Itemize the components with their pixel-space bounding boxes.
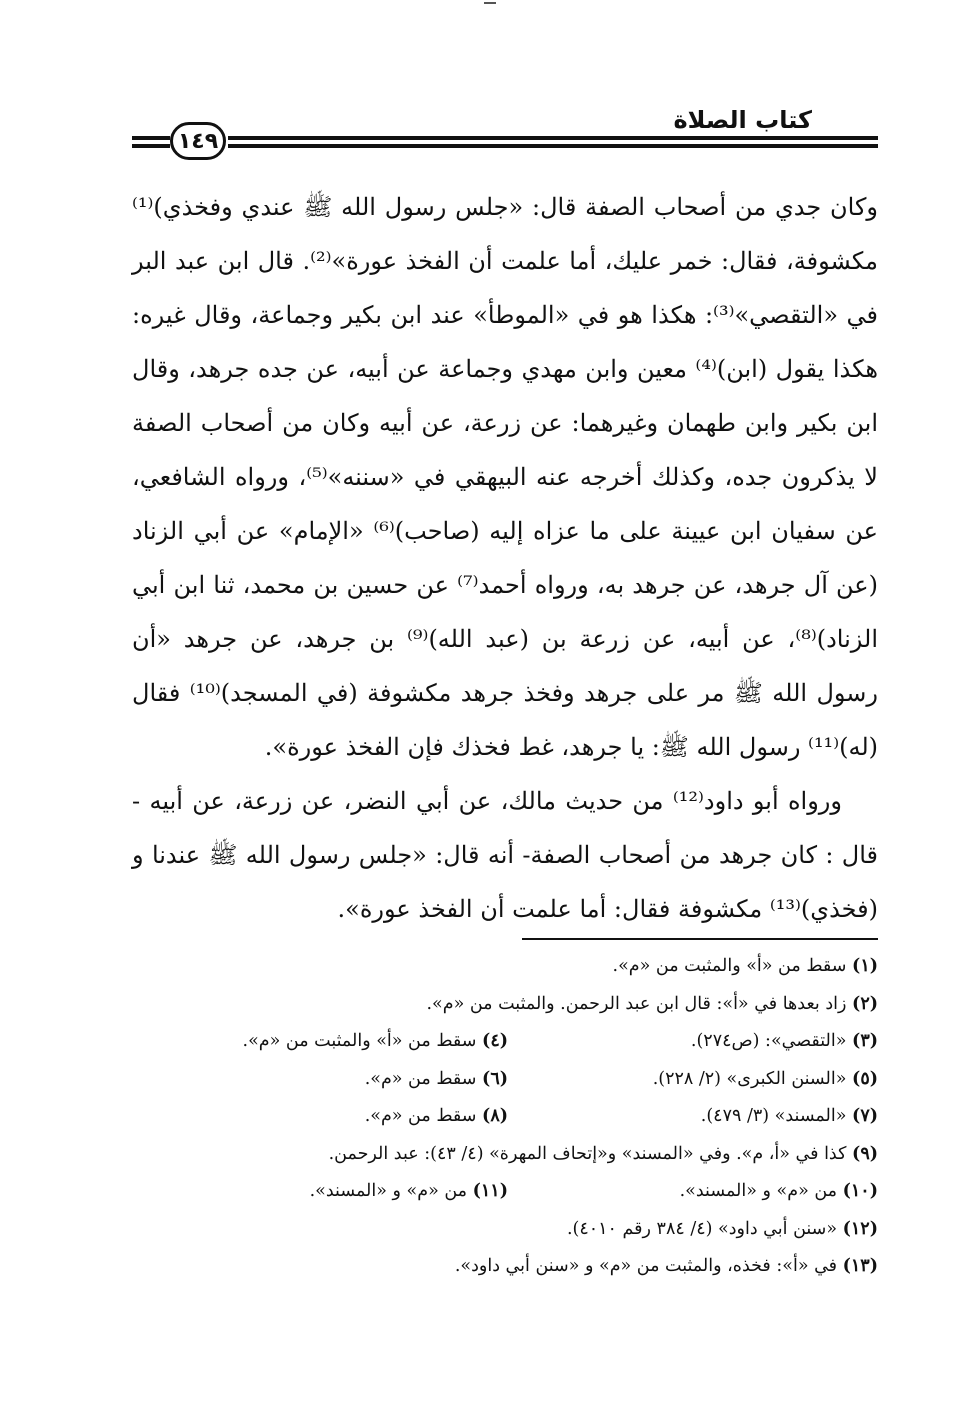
paragraph-2: ورواه أبو داود⁽¹²⁾ من حديث مالك، عن أبي النضر، عن زرعة، عن أبيه - قال : كان جرهد من أصحاب الصفة- أنه قال: «جلس رسول الله ﷺ عندنا و (فخذي)⁽¹³⁾ مكشوفة فقال: أما علمت أن الفخذ عورة». [132,787,878,923]
footnote-6: (٦) سقط من «م». [364,1068,508,1089]
footnote-3: (٣) «التقصي»: (ص٢٧٤). [690,1031,878,1051]
footnote-2: (٢) زاد بعدها في «أ»: قال ابن عبد الرحمن. والمثبت من «م». [426,993,878,1014]
footnote-line-8 [132,1211,878,1249]
header-rule-top [228,136,878,140]
page-number: ١٤٩ [170,122,226,160]
footnote-13: (١٣) في «أ»: فخذه، والمثبت من «م» و «سنن أبي داود». [454,1256,878,1276]
running-header [132,104,878,164]
header-rule-bottom [228,144,878,148]
paragraph-1: وكان جدي من أصحاب الصفة قال: «جلس رسول الله ﷺ عندي وفخذي)⁽¹⁾ مكشوفة، فقال: خمر عليك، أما علمت أن الفخذ عورة»⁽²⁾. قال ابن عبد البر في «التقصي»⁽³⁾: هكذا هو في «الموطأ» عند ابن بكير وجماعة، وقال غيره: هكذا يقول (ابن)⁽⁴⁾ معين وابن مهدي وجماعة عن أبيه، عن جده جرهد، وقال ابن بكير وابن طهمان وغيرهما: عن زرعة، عن أبيه وكان من أصحاب الصفة لا يذكرون جده، وكذلك أخرجه عنه البيهقي في «سننه»⁽⁵⁾، ورواه الشافعي، عن سفيان ابن عيينة على ما عزاه إليه (صاحب)⁽⁶⁾ «الإمام» عن أبي الزناد (عن آل جرهد، عن جرهد به، ورواه أحمد⁽⁷⁾ عن حسين بن محمد، ثنا ابن أبي الزناد)⁽⁸⁾، عن أبيه، عن زرعة بن (عبد الله)⁽⁹⁾ بن جرهد، عن جرهد «أن رسول الله ﷺ مر على جرهد وفخذ جرهد مكشوفة (في المسجد)⁽¹⁰⁾ فقال (له)⁽¹¹⁾ رسول الله ﷺ: يا جرهد، غط فخذك فإن الفخذ عورة». [132,193,879,761]
main-text [132,180,878,936]
footnote-line-5 [132,1098,878,1136]
footnote-9: (٩) كذا في «أ، م». وفي «المسند» و«إتحاف المهرة» (٤/ ٤٣): عبد الرحمن. [328,1143,878,1164]
footnote-line-7 [132,1173,878,1211]
footnote-line-9 [132,1248,878,1286]
footnote-10: (١٠) من «م» و «المسند». [679,1181,878,1201]
footnote-line-4 [132,1061,878,1099]
footnote-12: (١٢) «سنن أبي داود» (٤/ ٣٨٤ رقم ٤٠١٠). [566,1218,878,1239]
book-title: كتاب الصلاة [673,106,812,134]
footnote-5: (٥) «السنن الكبرى» (٢/ ٢٢٨). [652,1068,878,1089]
footnote-line-1 [132,948,878,986]
footnote-line-3 [132,1023,878,1061]
footnote-4: (٤) سقط من «أ» والمثبت من «م». [242,1031,508,1051]
footnote-7: (٧) «المسند» (٣/ ٤٧٩). [700,1106,878,1126]
top-crop-mark [484,2,496,4]
footnote-line-6 [132,1136,878,1174]
footnote-separator [522,938,878,940]
footnote-11: (١١) من «م» و «المسند». [309,1181,508,1201]
footnotes [132,948,878,1286]
header-rule-left-top [132,136,170,140]
footnote-1: (١) سقط من «أ» والمثبت من «م». [612,956,878,976]
header-rule-left-bottom [132,144,170,148]
footnote-8: (٨) سقط من «م». [364,1106,508,1126]
footnote-line-2 [132,986,878,1024]
